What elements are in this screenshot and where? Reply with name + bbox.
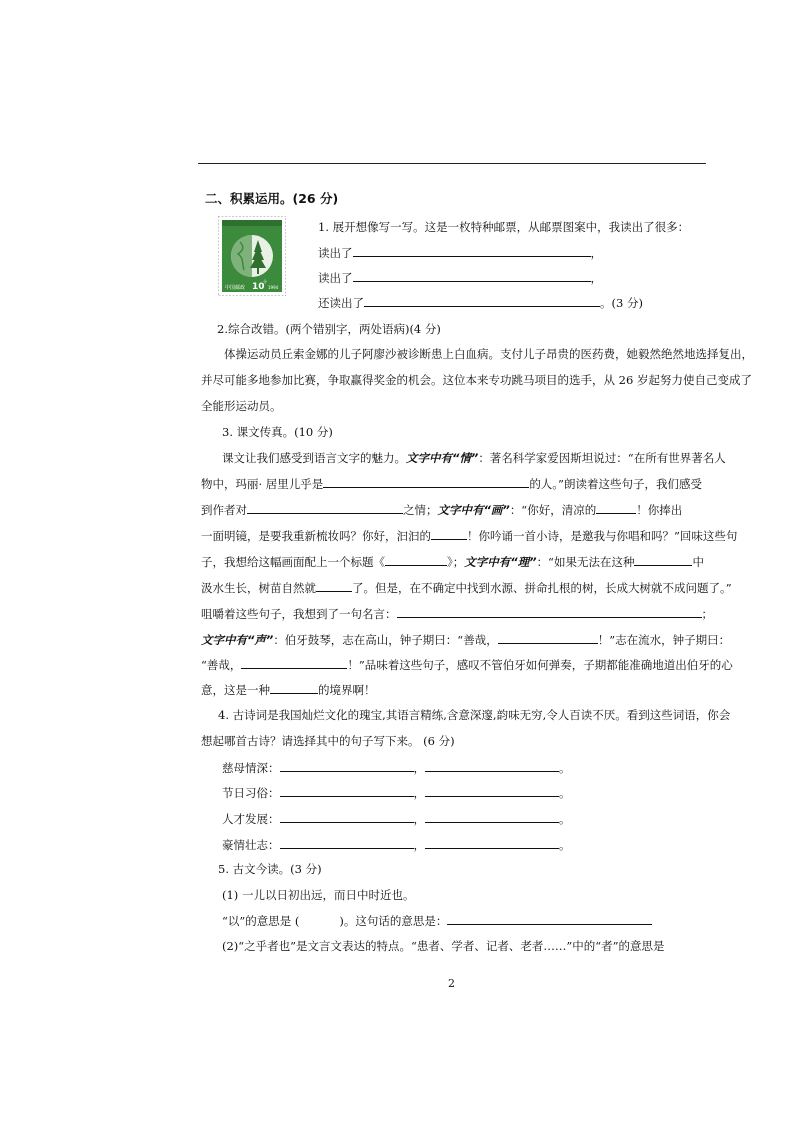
q5-line-1: “以”的意思是 ( )。这句话的意思是：	[222, 912, 652, 929]
svg-text:1994: 1994	[268, 285, 279, 290]
q4-item: 节日习俗： ， 。	[222, 786, 571, 800]
q1-answer-2: 读出了 ，	[318, 271, 602, 285]
answer-blank[interactable]	[353, 269, 591, 282]
q5-sentence-2: (2)“之乎者也”是文言文表达的特点。“患者、学者、记者、老者……”中的“者”的意思是	[222, 939, 665, 953]
q3-line-2: 物中，玛丽· 居里儿乎是 的人。”朗读着这些句子，我们感受	[201, 477, 702, 491]
answer-blank[interactable]	[634, 553, 692, 566]
q3-line-5: 子，我想给这幅画面配上一个标题《 》；文字中有“理”：“如果无法在这种 中	[201, 555, 704, 569]
section-title: 二、积累运用。(26 分)	[205, 191, 339, 206]
q4-item: 豪情壮志： ， 。	[222, 838, 571, 852]
svg-text:分: 分	[263, 279, 267, 284]
q4-item: 人才发展： ， 。	[222, 812, 571, 826]
q4-item: 慈母情深： ， 。	[222, 761, 571, 775]
answer-blank[interactable]	[425, 759, 559, 772]
answer-blank[interactable]	[241, 656, 347, 669]
q3-line-6: 汲水生长，树苗自然就 了。但是，在不确定中找到水源、拼命扎根的树，长成大树就不成问题了。”	[201, 581, 732, 595]
answer-blank[interactable]	[270, 681, 318, 694]
answer-blank[interactable]	[353, 244, 591, 257]
q3-line-3: 到作者对 之情；文字中有“画”：“你好，清凉的 ！你捧出	[201, 503, 683, 517]
q1-prompt: 1. 展开想像写一写。这是一枚特种邮票，从邮票图案中，我读出了很多：	[318, 220, 690, 234]
q2-para-1: 体操运动员丘索金娜的儿子阿廖沙被诊断患上白血病。支付儿子昂贵的医药费，她毅然绝然地选择复出，	[224, 347, 753, 361]
q2-para-3: 全能形运动员。	[201, 399, 282, 413]
answer-blank[interactable]	[425, 810, 559, 823]
q4-prompt-1: 4. 古诗词是我国灿烂文化的瑰宝,其语言精练,含意深邃,韵味无穷,令人百读不厌。看到这些词语，你会	[218, 708, 731, 722]
header-rule	[198, 163, 706, 164]
q3-line-10: 意，这是一种 的境界啊！	[201, 683, 376, 697]
q5-prompt: 5. 古文今读。(3 分)	[218, 862, 322, 876]
q4-prompt-2: 想起哪首古诗？请选择其中的句子写下来。 (6 分)	[201, 734, 455, 748]
answer-blank[interactable]	[280, 836, 414, 849]
q3-line-7: 咀嚼着这些句子，我想到了一句名言： ；	[201, 607, 713, 621]
answer-blank[interactable]	[431, 527, 467, 540]
q3-line-8: 文字中有“声”：伯牙鼓琴，志在高山，钟子期曰：“善哉， ！”志在流水，钟子期曰：	[201, 633, 731, 647]
answer-blank[interactable]	[316, 579, 352, 592]
answer-blank[interactable]	[447, 912, 652, 925]
answer-blank[interactable]	[247, 501, 403, 514]
q2-prompt: 2.综合改错。(两个错别字，两处语病)(4 分)	[217, 322, 441, 336]
q3-line-9: “善哉， ！”品味着这些句子，感叹不管伯牙如何弹奏，子期都能准确地道出伯牙的心	[201, 658, 733, 672]
answer-blank[interactable]	[280, 810, 414, 823]
q1-answer-1: 读出了 ，	[318, 246, 602, 260]
svg-text:10: 10	[252, 282, 265, 292]
page-number: 2	[448, 977, 455, 990]
q2-para-2: 并尽可能多地参加比赛，争取赢得奖金的机会。这位本来专功跳马项目的选手，从 26 岁起努力使自己变成了	[201, 373, 752, 387]
answer-blank[interactable]	[385, 553, 447, 566]
answer-blank[interactable]	[397, 605, 702, 618]
answer-blank[interactable]	[280, 759, 414, 772]
q3-line-1: 课文让我们感受到语言文字的魅力。文字中有“情”：著名科学家爱因斯坦说过：“在所有世界著名人	[222, 451, 726, 465]
answer-blank[interactable]	[425, 836, 559, 849]
q1-answer-3: 还读出了 。(3 分)	[318, 296, 643, 310]
answer-blank[interactable]	[498, 631, 598, 644]
answer-blank[interactable]	[596, 501, 636, 514]
answer-blank[interactable]	[364, 294, 600, 307]
answer-blank[interactable]	[323, 475, 529, 488]
answer-blank[interactable]	[425, 784, 559, 797]
q3-line-4: 一面明镜，是要我重新梳妆吗？你好，汩汩的 ！你吟诵一首小诗，是邀我与你唱和吗？”回味这些句	[201, 529, 738, 543]
stamp-image	[218, 216, 286, 296]
q5-sentence-1: (1) 一儿以日初出远，而日中时近也。	[222, 888, 415, 902]
svg-text:中国邮政: 中国邮政	[225, 285, 246, 291]
q3-prompt: 3. 课文传真。(10 分)	[222, 425, 333, 439]
answer-blank[interactable]	[280, 784, 414, 797]
